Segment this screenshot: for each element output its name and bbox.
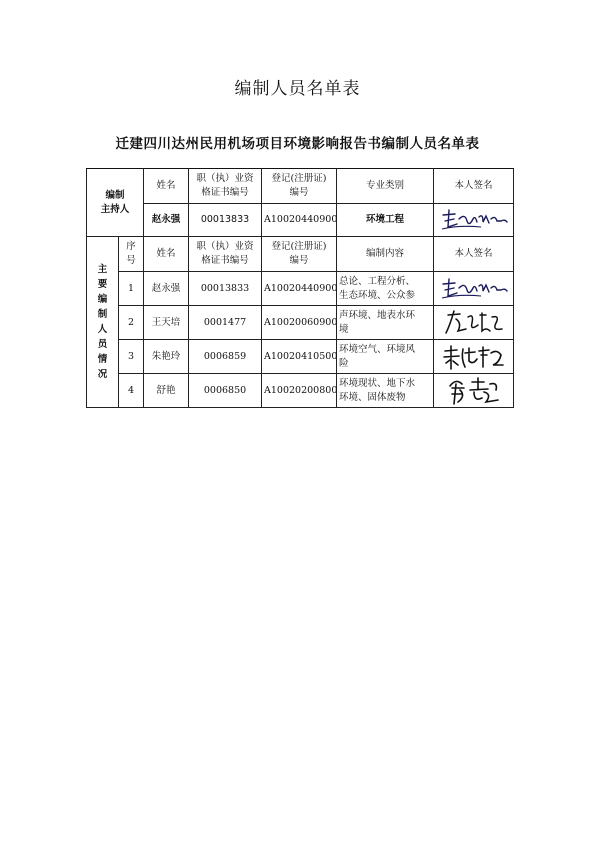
row-seq: 3 xyxy=(119,340,144,374)
host-category: 环境工程 xyxy=(337,204,434,237)
row-reg: A10020410500 xyxy=(262,340,337,374)
row-content: 总论、工程分析、 生态环境、公众参 xyxy=(337,272,434,306)
host-section-label: 编制 主持人 xyxy=(87,169,144,237)
row-cert: 0006859 xyxy=(189,340,262,374)
host-signature-image xyxy=(439,207,509,233)
staff-header-reg: 登记(注册证) 编号 xyxy=(262,237,337,272)
table-row xyxy=(87,340,514,374)
row-content: 声环境、地表水环 境 xyxy=(337,306,434,340)
host-header-row xyxy=(87,169,514,204)
row-content: 环境现状、地下水 环境、固体废物 xyxy=(337,374,434,408)
table-row xyxy=(87,272,514,306)
row-reg: A10020200800 xyxy=(262,374,337,408)
row-name: 王天培 xyxy=(144,306,189,340)
host-header-signature: 本人签名 xyxy=(434,169,514,204)
staff-header-signature: 本人签名 xyxy=(434,237,514,272)
signature-image xyxy=(442,309,506,337)
staff-header-content: 编制内容 xyxy=(337,237,434,272)
host-data-row xyxy=(87,204,514,237)
staff-header-cert: 职（执）业资 格证书编号 xyxy=(189,237,262,272)
row-content: 环境空气、环境风 险 xyxy=(337,340,434,374)
host-header-name: 姓名 xyxy=(144,169,189,204)
table-row xyxy=(87,374,514,408)
row-seq: 1 xyxy=(119,272,144,306)
staff-table xyxy=(86,168,514,408)
row-signature xyxy=(434,306,514,340)
staff-section-label-text: 主要编制人员情况 xyxy=(97,264,108,380)
page-title: 编制人员名单表 xyxy=(234,79,361,99)
row-signature xyxy=(434,272,514,306)
row-cert: 0001477 xyxy=(189,306,262,340)
row-seq: 4 xyxy=(119,374,144,408)
host-header-cert: 职（执）业资 格证书编号 xyxy=(189,169,262,204)
host-header-category: 专业类别 xyxy=(337,169,434,204)
staff-section-label xyxy=(87,237,119,408)
row-reg: A10020440900 xyxy=(262,272,337,306)
row-name: 赵永强 xyxy=(144,272,189,306)
row-name: 舒艳 xyxy=(144,374,189,408)
host-name: 赵永强 xyxy=(144,204,189,237)
host-signature xyxy=(434,204,514,237)
host-header-reg: 登记(注册证) 编号 xyxy=(262,169,337,204)
row-signature xyxy=(434,374,514,408)
row-cert: 00013833 xyxy=(189,272,262,306)
staff-header-seq: 序 号 xyxy=(119,237,144,272)
staff-header-row xyxy=(87,237,514,272)
row-seq: 2 xyxy=(119,306,144,340)
signature-image xyxy=(444,376,504,406)
host-reg: A10020440900 xyxy=(262,204,337,237)
row-name: 朱艳玲 xyxy=(144,340,189,374)
signature-image xyxy=(439,276,509,302)
row-reg: A10020060900 xyxy=(262,306,337,340)
row-cert: 0006850 xyxy=(189,374,262,408)
host-cert: 00013833 xyxy=(189,204,262,237)
table-title: 迁建四川达州民用机场项目环境影响报告书编制人员名单表 xyxy=(115,136,480,152)
staff-header-name: 姓名 xyxy=(144,237,189,272)
signature-image xyxy=(441,343,507,371)
table-row xyxy=(87,306,514,340)
row-signature xyxy=(434,340,514,374)
